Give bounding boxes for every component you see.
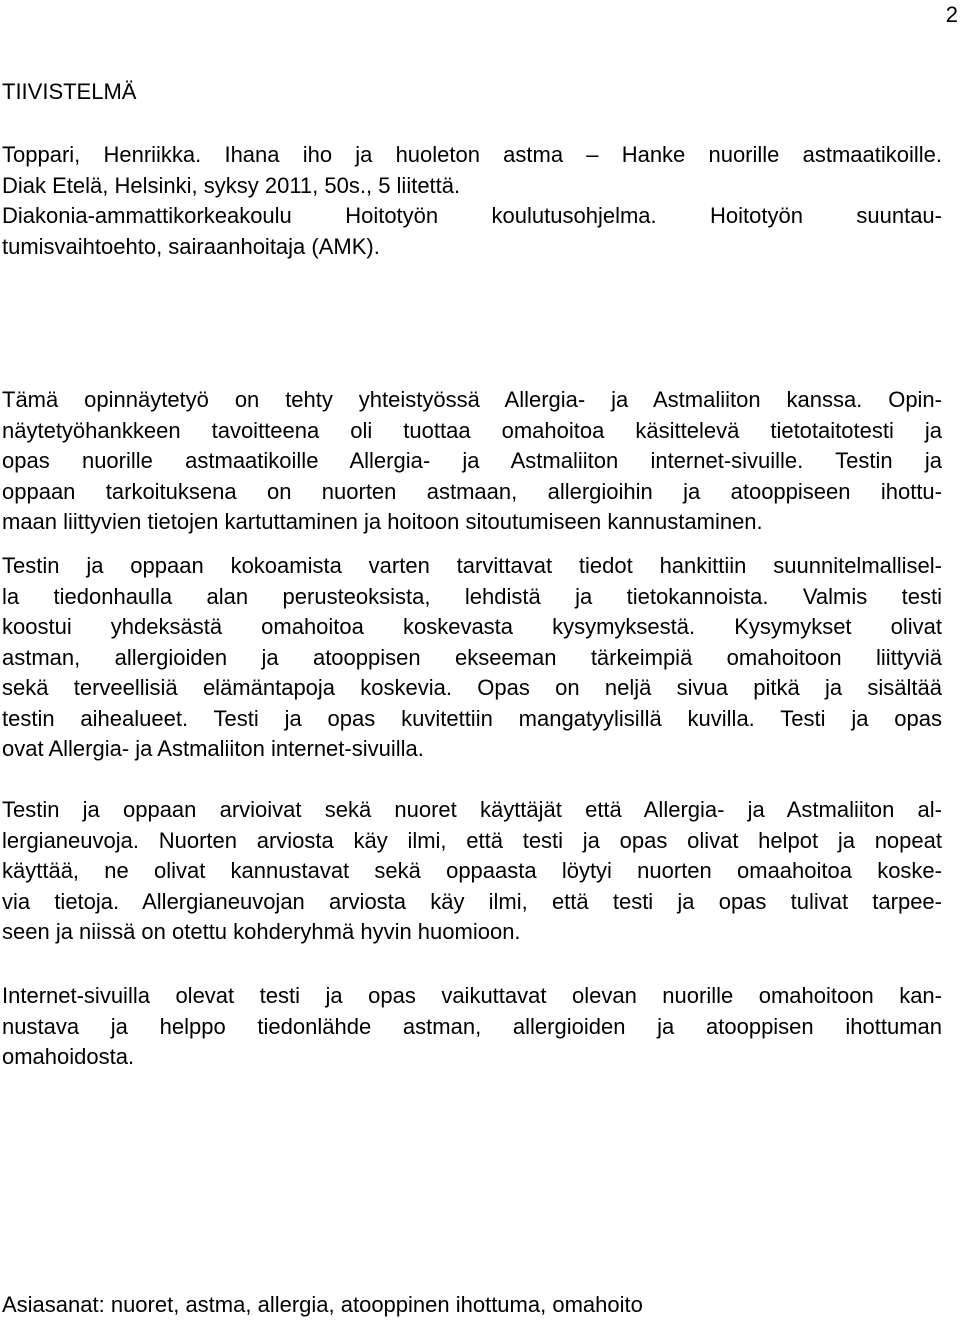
text-line: opas nuorille astmaatikoille Allergia- ja Astmaliiton internet-sivuille. Testin ja	[2, 448, 942, 473]
text-line: via tietoja. Allergianeuvojan arviosta käy ilmi, että testi ja opas tulivat tarpee-	[2, 888, 942, 914]
text-line: Testin ja oppaan kokoamista varten tarvittavat tiedot hankittiin suunnitelmallisel-	[2, 553, 942, 578]
text-line: oppaan tarkoituksena on nuorten astmaan, allergioihin ja atooppiseen ihottu-	[2, 478, 942, 504]
abstract-heading: TIIVISTELMÄ	[2, 79, 137, 104]
text-line: Internet-sivuilla olevat testi ja opas vaikuttavat olevan nuorille omahoitoon kan-	[2, 983, 942, 1008]
paragraph-methods	[2, 551, 942, 765]
biblio-line: Diak Etelä, Helsinki, syksy 2011, 50s., 5 liitettä.	[2, 172, 461, 198]
text-line: omahoidosta.	[2, 1044, 135, 1069]
text-line: maan liittyvien tietojen kartuttaminen ja hoitoon sitoutumiseen kannustaminen.	[2, 509, 763, 534]
text-line: sekä terveellisiä elämäntapoja koskevia. Opas on neljä sivua pitkä ja sisältää	[2, 675, 942, 700]
paragraph-evaluation	[2, 795, 942, 948]
text-line: ovat Allergia- ja Astmaliiton internet-sivuilla.	[2, 736, 424, 761]
biblio-line: Diakonia-ammattikorkeakoulu Hoitotyön koulutusohjelma. Hoitotyön suuntau-	[2, 203, 942, 228]
text-line: käyttää, ne olivat kannustavat sekä oppaasta löytyi nuorten omaahoitoa koske-	[2, 858, 942, 883]
text-line: näytetyöhankkeen tavoitteena oli tuottaa omahoitoa käsittelevä tietotaitotesti ja	[2, 417, 942, 443]
page-number: 2	[945, 2, 958, 27]
bibliographic-info	[2, 140, 942, 262]
text-line: testin aihealueet. Testi ja opas kuvitettiin mangatyylisillä kuvilla. Testi ja opas	[2, 705, 942, 731]
text-line: koostui yhdeksästä omahoitoa koskevasta kysymyksestä. Kysymykset olivat	[2, 614, 942, 639]
text-line: la tiedonhaulla alan perusteoksista, lehdistä ja tietokannoista. Valmis testi	[2, 583, 942, 609]
text-line: seen ja niissä on otettu kohderyhmä hyvin huomioon.	[2, 919, 521, 944]
keywords: Asiasanat: nuoret, astma, allergia, atooppinen ihottuma, omahoito	[2, 1292, 643, 1317]
biblio-line: tumisvaihtoehto, sairaanhoitaja (AMK).	[2, 233, 380, 259]
text-line: lergianeuvoja. Nuorten arviosta käy ilmi, että testi ja opas olivat helpot ja nopeat	[2, 827, 942, 853]
text-line: nustava ja helppo tiedonlähde astman, allergioiden ja atooppisen ihottuman	[2, 1013, 942, 1039]
text-line: Tämä opinnäytetyö on tehty yhteistyössä Allergia- ja Astmaliiton kanssa. Opin-	[2, 387, 942, 412]
paragraph-conclusion	[2, 981, 942, 1073]
text-line: astman, allergioiden ja atooppisen ekseeman tärkeimpiä omahoitoon liittyviä	[2, 644, 942, 670]
text-line: Testin ja oppaan arvioivat sekä nuoret käyttäjät että Allergia- ja Astmaliiton al-	[2, 797, 942, 822]
biblio-line: Toppari, Henriikka. Ihana iho ja huoleton astma – Hanke nuorille astmaatikoille.	[2, 142, 942, 167]
paragraph-purpose	[2, 385, 942, 538]
